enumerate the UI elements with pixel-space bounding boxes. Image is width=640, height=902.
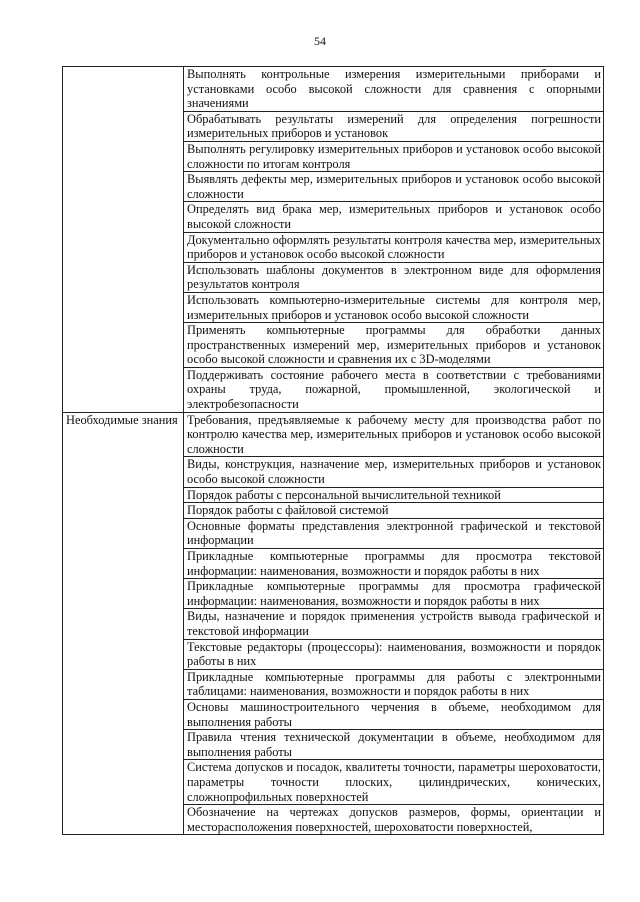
table-cell: Прикладные компьютерные программы для просмотра графической информации: наименования, возможности и порядок работы в них: [184, 579, 604, 609]
table-cell: Правила чтения технической документации в объеме, необходимом для выполнения работы: [184, 730, 604, 760]
requirements-table: [62, 66, 604, 835]
table-row: [63, 412, 604, 457]
table-cell: Основные форматы представления электронной графической и текстовой информации: [184, 518, 604, 548]
table-row: [63, 67, 604, 112]
section-label-knowledge: Необходимые знания: [63, 412, 184, 835]
table-cell: Выполнять регулировку измерительных приборов и установок особо высокой сложности по итогам контроля: [184, 141, 604, 171]
table-cell: Обозначение на чертежах допусков размеров, формы, ориентации и месторасположения поверхностей, шероховатости поверхностей,: [184, 805, 604, 835]
table-cell: Выполнять контрольные измерения измерительными приборами и установками особо высокой сложности для сравнения с опорными значениями: [184, 67, 604, 112]
page-number: 54: [314, 34, 326, 48]
table-cell: Текстовые редакторы (процессоры): наименования, возможности и порядок работы в них: [184, 639, 604, 669]
table-cell: Поддерживать состояние рабочего места в соответствии с требованиями охраны труда, пожарной, промышленной, экологической и электробезопасности: [184, 367, 604, 412]
table-cell: Прикладные компьютерные программы для работы с электронными таблицами: наименования, возможности и порядок работы в них: [184, 669, 604, 699]
table-cell: Виды, конструкция, назначение мер, измерительных приборов и установок особо высокой сложности: [184, 457, 604, 487]
table-cell: Документально оформлять результаты контроля качества мер, измерительных приборов и установок особо высокой сложности: [184, 232, 604, 262]
table-cell: Применять компьютерные программы для обработки данных пространственных измерений мер, измерительных приборов и установок особо высокой сложности и сравнения их с 3D-моделями: [184, 323, 604, 368]
table-cell: Прикладные компьютерные программы для просмотра текстовой информации: наименования, возможности и порядок работы в них: [184, 549, 604, 579]
table-cell: Обрабатывать результаты измерений для определения погрешности измерительных приборов и установок: [184, 111, 604, 141]
table-cell: Использовать компьютерно-измерительные системы для контроля мер, измерительных приборов и установок особо высокой сложности: [184, 292, 604, 322]
table-cell: Система допусков и посадок, квалитеты точности, параметры шероховатости, параметры точности плоских, цилиндрических, конических, сложнопрофильных поверхностей: [184, 760, 604, 805]
table-cell: Основы машиностроительного черчения в объеме, необходимом для выполнения работы: [184, 699, 604, 729]
section-label-skills: [63, 67, 184, 413]
table-cell: Определять вид брака мер, измерительных приборов и установок особо высокой сложности: [184, 202, 604, 232]
table-cell: Требования, предъявляемые к рабочему месту для производства работ по контролю качества мер, измерительных приборов и установок особо высокой сложности: [184, 412, 604, 457]
table-cell: Порядок работы с файловой системой: [184, 503, 604, 519]
table-cell: Виды, назначение и порядок применения устройств вывода графической и текстовой информации: [184, 609, 604, 639]
table-cell: Использовать шаблоны документов в электронном виде для оформления результатов контроля: [184, 262, 604, 292]
table-cell: Порядок работы с персональной вычислительной техникой: [184, 487, 604, 503]
table-cell: Выявлять дефекты мер, измерительных приборов и установок особо высокой сложности: [184, 172, 604, 202]
